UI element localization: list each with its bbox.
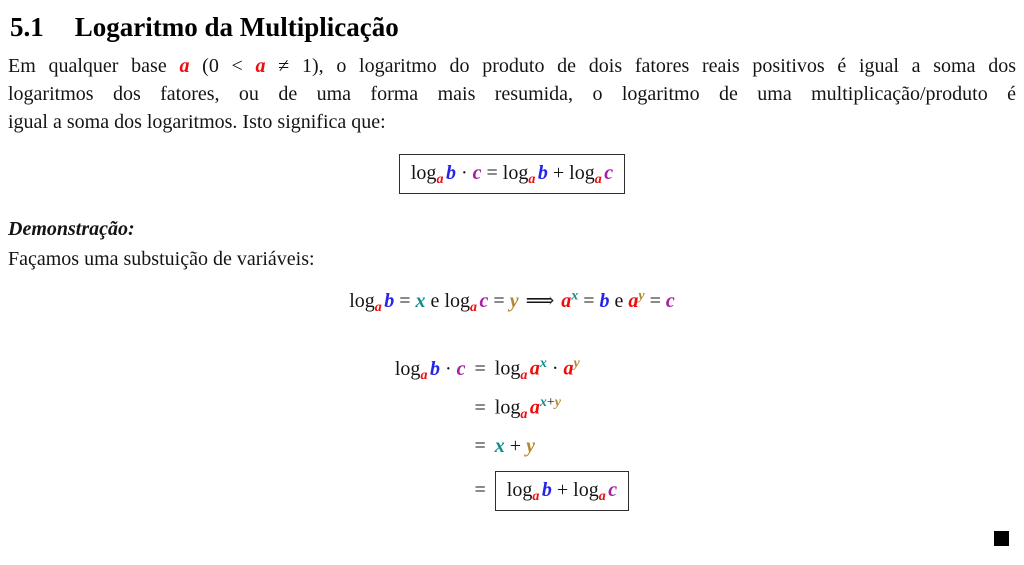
math-token: e	[609, 290, 629, 313]
math-token: ·	[439, 358, 457, 381]
math-token: a	[532, 489, 540, 505]
math-token: log	[502, 162, 529, 184]
product-rule-formula-box	[399, 154, 625, 194]
equals-sign: =	[474, 396, 486, 419]
math-token: log	[394, 358, 421, 381]
result-formula	[506, 479, 618, 505]
math-token: log	[573, 479, 599, 502]
math-token: log	[494, 396, 521, 419]
math-token: y	[638, 288, 645, 304]
math-token: =	[394, 290, 416, 313]
math-token: e	[425, 290, 445, 313]
derivation-row-2	[395, 396, 629, 435]
math-token: a	[529, 358, 540, 381]
math-token: a	[436, 172, 444, 188]
math-token: a	[598, 489, 606, 505]
math-token: log	[410, 162, 437, 184]
intro-paragraph-line-2: logaritmos dos fatores, ou de uma forma mais resumida, o logaritmo de uma multiplicação/produto é	[8, 83, 1016, 105]
section-title: Logaritmo da Multiplicação	[74, 12, 399, 42]
math-token: log	[494, 358, 521, 381]
math-token: =	[578, 290, 600, 313]
math-token: y	[554, 395, 561, 411]
math-token: c	[608, 479, 618, 502]
math-token: a	[255, 55, 266, 77]
derivation-rhs	[495, 435, 629, 471]
intro-paragraph-line-1	[8, 52, 1016, 80]
derivation-rhs	[495, 357, 629, 396]
math-token: a	[374, 300, 382, 316]
math-token: a	[528, 172, 536, 188]
derivation-lhs	[395, 357, 466, 396]
math-token: x	[415, 290, 426, 313]
math-token: a	[470, 300, 477, 316]
math-token: a	[520, 407, 528, 423]
math-token: b	[384, 290, 395, 313]
math-token: c	[472, 162, 482, 184]
intro-paragraph-line-3: igual a soma dos logaritmos. Isto significa que:	[8, 111, 386, 133]
math-token: y	[573, 356, 580, 372]
math-token: ·	[546, 358, 564, 381]
math-token: log	[569, 162, 595, 184]
qed-square	[994, 531, 1009, 546]
substitution-intro-text: Façamos uma substuição de variáveis:	[8, 248, 315, 271]
math-token: log	[506, 479, 533, 502]
math-token: +	[504, 435, 527, 458]
derivation-rhs	[495, 396, 629, 435]
math-token: =	[488, 290, 510, 313]
math-token: y	[509, 290, 519, 313]
math-token: b	[541, 479, 552, 502]
math-token: =	[481, 162, 503, 184]
math-token: a	[420, 368, 428, 384]
math-token: x	[571, 288, 579, 304]
derivation-lhs	[395, 435, 466, 471]
product-rule-formula	[410, 162, 614, 188]
math-token: x	[539, 356, 547, 372]
derivation-lhs	[395, 471, 466, 511]
derivation-row-4	[395, 471, 629, 511]
math-token: ≠ 1), o logaritmo do produto de dois fatores reais positivos é igual a soma dos	[265, 55, 1016, 77]
math-token: b	[429, 358, 440, 381]
equals-sign: =	[474, 479, 486, 502]
math-token: a	[594, 172, 602, 188]
math-token: b	[445, 162, 456, 184]
section-number: 5.1	[10, 12, 44, 42]
demonstration-label: Demonstração:	[8, 218, 135, 241]
section-heading	[8, 12, 1016, 42]
product-rule-row	[8, 154, 1016, 194]
math-token: a	[563, 358, 574, 381]
derivation-rhs	[495, 471, 629, 511]
math-token: a	[561, 290, 572, 313]
derivation-row-1	[395, 357, 629, 396]
derivation-lhs	[395, 396, 466, 435]
math-token: c	[665, 290, 675, 313]
math-token: x	[494, 435, 505, 458]
intro-paragraph	[8, 52, 1016, 136]
equals-sign: =	[474, 435, 486, 458]
math-token: Em qualquer base	[8, 55, 180, 77]
substitution-formula	[8, 286, 1016, 315]
math-token: b	[537, 162, 548, 184]
math-token: a	[529, 396, 540, 419]
derivation-block	[395, 357, 629, 511]
math-token: +	[546, 395, 555, 411]
math-token: b	[599, 290, 610, 313]
result-formula-box	[495, 471, 629, 511]
math-token: a	[520, 368, 528, 384]
math-token: ⟹	[525, 288, 555, 313]
equals-sign: =	[474, 358, 486, 381]
math-token: c	[479, 290, 489, 313]
derivation-row-3	[395, 435, 629, 471]
math-token: log	[349, 290, 375, 313]
math-token: +	[551, 479, 574, 502]
math-token: c	[604, 162, 614, 184]
math-token: y	[526, 435, 535, 458]
math-token: a	[179, 55, 190, 77]
math-token: a	[628, 290, 639, 313]
math-token: ·	[455, 162, 473, 184]
math-token: x	[539, 395, 547, 411]
math-token: c	[456, 358, 466, 381]
math-token: log	[444, 290, 470, 313]
math-token: =	[644, 290, 666, 313]
math-token: (0 <	[189, 55, 256, 77]
math-token: +	[547, 162, 570, 184]
